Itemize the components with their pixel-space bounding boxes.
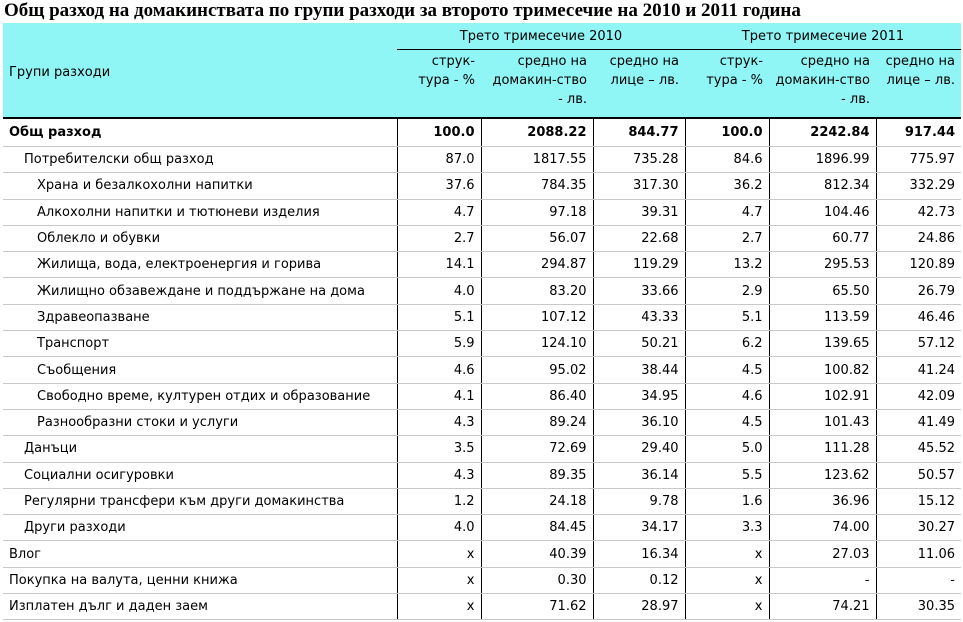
cell-structure-2010: 4.7 xyxy=(397,199,481,225)
cell-structure-2011: 2.7 xyxy=(685,225,769,251)
cell-household-2011: 100.82 xyxy=(769,357,876,383)
cell-household-2011: 104.46 xyxy=(769,199,876,225)
cell-structure-2011: 1.6 xyxy=(685,488,769,514)
row-label: Разнообразни стоки и услуги xyxy=(3,409,397,435)
table-row xyxy=(3,278,961,304)
cell-household-2011: 111.28 xyxy=(769,436,876,462)
page-title: Общ разход на домакинствата по групи разходи за второто тримесечие на 2010 и 2011 година xyxy=(4,0,801,21)
table-row xyxy=(3,541,961,567)
table-row xyxy=(3,304,961,330)
row-label: Общ разход xyxy=(3,118,397,147)
cell-household-2010: 124.10 xyxy=(481,331,593,357)
row-label: Данъци xyxy=(3,436,397,462)
cell-structure-2010: 1.2 xyxy=(397,488,481,514)
cell-person-2011: 42.73 xyxy=(876,199,961,225)
structure-header-2011: струк-тура - % xyxy=(685,50,769,119)
cell-household-2010: 95.02 xyxy=(481,357,593,383)
cell-person-2011: 57.12 xyxy=(876,331,961,357)
row-label: Изплатен дълг и даден заем xyxy=(3,594,397,620)
cell-household-2010: 97.18 xyxy=(481,199,593,225)
table-row xyxy=(3,383,961,409)
cell-household-2010: 294.87 xyxy=(481,252,593,278)
cell-person-2010: 22.68 xyxy=(593,225,685,251)
cell-household-2010: 56.07 xyxy=(481,225,593,251)
row-label: Алкохолни напитки и тютюневи изделия xyxy=(3,199,397,225)
cell-household-2011: 812.34 xyxy=(769,173,876,199)
cell-structure-2010: 5.9 xyxy=(397,331,481,357)
cell-household-2011: 74.21 xyxy=(769,594,876,620)
row-label: Регулярни трансфери към други домакинства xyxy=(3,488,397,514)
cell-person-2010: 36.14 xyxy=(593,462,685,488)
cell-household-2011: 27.03 xyxy=(769,541,876,567)
cell-structure-2011: x xyxy=(685,594,769,620)
row-label: Транспорт xyxy=(3,331,397,357)
cell-household-2010: 83.20 xyxy=(481,278,593,304)
cell-household-2011: 295.53 xyxy=(769,252,876,278)
cell-structure-2010: 37.6 xyxy=(397,173,481,199)
cell-person-2010: 317.30 xyxy=(593,173,685,199)
cell-person-2010: 735.28 xyxy=(593,147,685,173)
cell-person-2011: 332.29 xyxy=(876,173,961,199)
cell-household-2011: 74.00 xyxy=(769,515,876,541)
cell-household-2010: 0.30 xyxy=(481,567,593,593)
cell-structure-2011: 4.5 xyxy=(685,409,769,435)
cell-person-2011: 42.09 xyxy=(876,383,961,409)
cell-structure-2010: x xyxy=(397,567,481,593)
cell-person-2011: 46.46 xyxy=(876,304,961,330)
table-row xyxy=(3,357,961,383)
cell-structure-2011: 4.6 xyxy=(685,383,769,409)
cell-household-2010: 784.35 xyxy=(481,173,593,199)
row-label-header: Групи разходи xyxy=(3,23,397,118)
cell-structure-2011: 13.2 xyxy=(685,252,769,278)
cell-person-2011: 775.97 xyxy=(876,147,961,173)
cell-household-2010: 1817.55 xyxy=(481,147,593,173)
household-header-2010: средно на домакин-ство - лв. xyxy=(481,50,593,119)
table-row xyxy=(3,567,961,593)
cell-household-2010: 71.62 xyxy=(481,594,593,620)
row-label: Потребителски общ разход xyxy=(3,147,397,173)
person-header-2011: средно на лице – лв. xyxy=(876,50,961,119)
table-row xyxy=(3,118,961,147)
cell-person-2010: 9.78 xyxy=(593,488,685,514)
cell-household-2010: 107.12 xyxy=(481,304,593,330)
cell-person-2011: 24.86 xyxy=(876,225,961,251)
cell-household-2010: 89.35 xyxy=(481,462,593,488)
table-row xyxy=(3,147,961,173)
structure-header-2010: струк-тура - % xyxy=(397,50,481,119)
cell-structure-2011: x xyxy=(685,541,769,567)
cell-household-2011: 101.43 xyxy=(769,409,876,435)
cell-person-2011: 30.27 xyxy=(876,515,961,541)
table-row xyxy=(3,515,961,541)
cell-person-2010: 119.29 xyxy=(593,252,685,278)
table-row xyxy=(3,436,961,462)
cell-person-2011: 120.89 xyxy=(876,252,961,278)
cell-person-2011: 11.06 xyxy=(876,541,961,567)
period-2010-header: Трето тримесечие 2010 xyxy=(397,23,685,50)
cell-household-2011: 65.50 xyxy=(769,278,876,304)
table-header xyxy=(3,23,961,118)
row-label: Други разходи xyxy=(3,515,397,541)
cell-structure-2010: 4.3 xyxy=(397,462,481,488)
period-2011-header: Трето тримесечие 2011 xyxy=(685,23,961,50)
cell-structure-2010: 100.0 xyxy=(397,118,481,147)
row-label: Социални осигуровки xyxy=(3,462,397,488)
cell-person-2010: 38.44 xyxy=(593,357,685,383)
table-body xyxy=(3,118,961,620)
cell-household-2011: 1896.99 xyxy=(769,147,876,173)
cell-structure-2010: x xyxy=(397,541,481,567)
person-header-2010: средно на лице – лв. xyxy=(593,50,685,119)
cell-person-2011: 41.24 xyxy=(876,357,961,383)
cell-person-2010: 844.77 xyxy=(593,118,685,147)
cell-person-2011: 30.35 xyxy=(876,594,961,620)
cell-structure-2011: x xyxy=(685,567,769,593)
cell-household-2011: 102.91 xyxy=(769,383,876,409)
cell-person-2010: 28.97 xyxy=(593,594,685,620)
row-label: Покупка на валута, ценни книжа xyxy=(3,567,397,593)
cell-household-2010: 72.69 xyxy=(481,436,593,462)
cell-person-2011: - xyxy=(876,567,961,593)
cell-person-2011: 41.49 xyxy=(876,409,961,435)
table-row xyxy=(3,488,961,514)
row-label: Облекло и обувки xyxy=(3,225,397,251)
cell-structure-2011: 5.1 xyxy=(685,304,769,330)
cell-household-2011: 123.62 xyxy=(769,462,876,488)
row-label: Съобщения xyxy=(3,357,397,383)
cell-structure-2011: 2.9 xyxy=(685,278,769,304)
cell-household-2011: - xyxy=(769,567,876,593)
row-label: Здравеопазване xyxy=(3,304,397,330)
cell-household-2011: 60.77 xyxy=(769,225,876,251)
cell-person-2010: 29.40 xyxy=(593,436,685,462)
row-label: Влог xyxy=(3,541,397,567)
table-row xyxy=(3,409,961,435)
cell-person-2010: 39.31 xyxy=(593,199,685,225)
cell-person-2010: 34.17 xyxy=(593,515,685,541)
cell-household-2011: 113.59 xyxy=(769,304,876,330)
cell-structure-2010: 14.1 xyxy=(397,252,481,278)
cell-structure-2010: 4.6 xyxy=(397,357,481,383)
cell-person-2011: 917.44 xyxy=(876,118,961,147)
table-row xyxy=(3,173,961,199)
cell-household-2010: 2088.22 xyxy=(481,118,593,147)
cell-structure-2011: 84.6 xyxy=(685,147,769,173)
cell-structure-2010: x xyxy=(397,594,481,620)
cell-structure-2010: 5.1 xyxy=(397,304,481,330)
row-label: Свободно време, културен отдих и образование xyxy=(3,383,397,409)
cell-structure-2011: 100.0 xyxy=(685,118,769,147)
cell-person-2011: 50.57 xyxy=(876,462,961,488)
cell-person-2010: 36.10 xyxy=(593,409,685,435)
cell-structure-2010: 4.3 xyxy=(397,409,481,435)
cell-structure-2010: 4.1 xyxy=(397,383,481,409)
cell-person-2010: 34.95 xyxy=(593,383,685,409)
cell-household-2011: 139.65 xyxy=(769,331,876,357)
cell-household-2010: 40.39 xyxy=(481,541,593,567)
cell-household-2010: 86.40 xyxy=(481,383,593,409)
table-row xyxy=(3,331,961,357)
row-label: Жилища, вода, електроенергия и горива xyxy=(3,252,397,278)
cell-structure-2010: 4.0 xyxy=(397,278,481,304)
cell-person-2010: 33.66 xyxy=(593,278,685,304)
expenditure-table xyxy=(3,23,961,620)
table-row xyxy=(3,199,961,225)
cell-structure-2011: 5.5 xyxy=(685,462,769,488)
table-row xyxy=(3,462,961,488)
cell-structure-2011: 36.2 xyxy=(685,173,769,199)
cell-household-2011: 36.96 xyxy=(769,488,876,514)
cell-person-2010: 43.33 xyxy=(593,304,685,330)
cell-structure-2011: 6.2 xyxy=(685,331,769,357)
table-row xyxy=(3,225,961,251)
cell-person-2010: 0.12 xyxy=(593,567,685,593)
cell-person-2011: 26.79 xyxy=(876,278,961,304)
cell-person-2011: 45.52 xyxy=(876,436,961,462)
row-label: Жилищно обзавеждане и поддържане на дома xyxy=(3,278,397,304)
cell-structure-2011: 5.0 xyxy=(685,436,769,462)
cell-household-2010: 89.24 xyxy=(481,409,593,435)
cell-household-2010: 24.18 xyxy=(481,488,593,514)
cell-person-2010: 50.21 xyxy=(593,331,685,357)
table-row xyxy=(3,252,961,278)
cell-structure-2010: 2.7 xyxy=(397,225,481,251)
table-row xyxy=(3,594,961,620)
cell-household-2010: 84.45 xyxy=(481,515,593,541)
cell-structure-2011: 4.5 xyxy=(685,357,769,383)
cell-household-2011: 2242.84 xyxy=(769,118,876,147)
cell-structure-2010: 4.0 xyxy=(397,515,481,541)
cell-structure-2011: 3.3 xyxy=(685,515,769,541)
cell-structure-2010: 3.5 xyxy=(397,436,481,462)
cell-structure-2010: 87.0 xyxy=(397,147,481,173)
cell-person-2010: 16.34 xyxy=(593,541,685,567)
row-label: Храна и безалкохолни напитки xyxy=(3,173,397,199)
cell-structure-2011: 4.7 xyxy=(685,199,769,225)
cell-person-2011: 15.12 xyxy=(876,488,961,514)
household-header-2011: средно на домакин-ство - лв. xyxy=(769,50,876,119)
